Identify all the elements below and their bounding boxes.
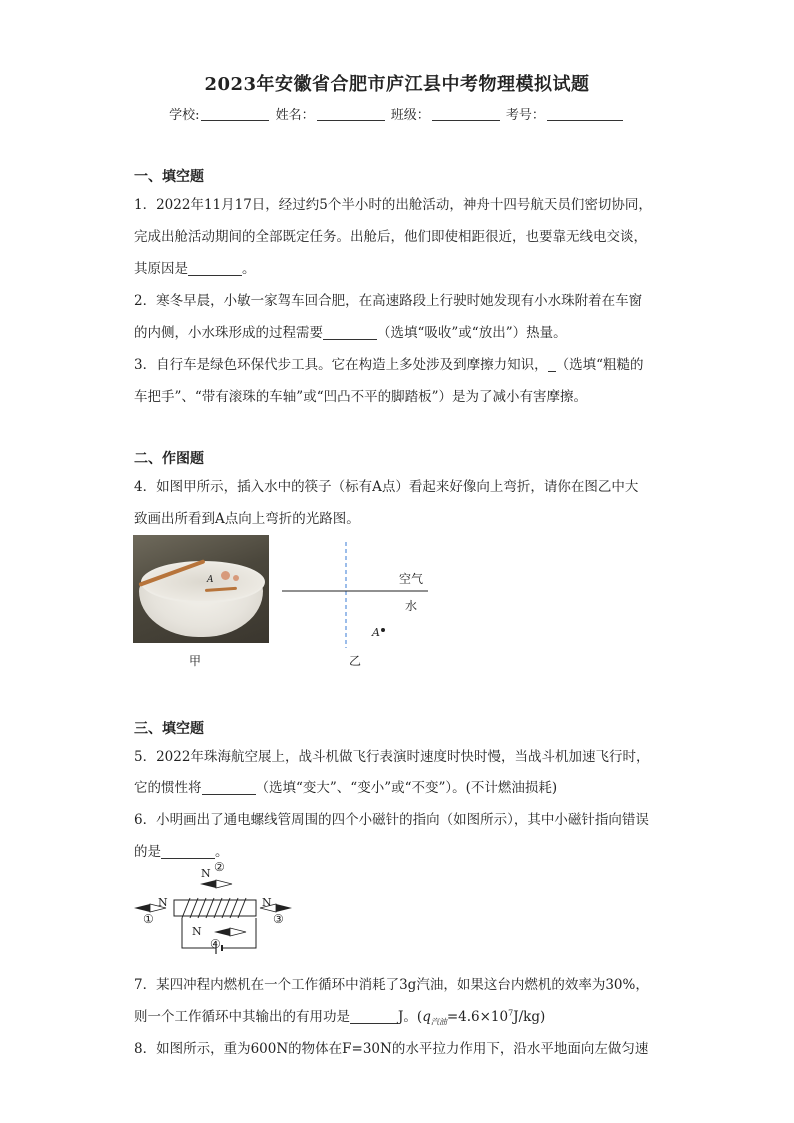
q5-line-1: 5．2022年珠海航空展上，战斗机做飞行表演时速度时快时慢，当战斗机加速飞行时， [134,749,650,765]
needle-4-south [230,928,246,936]
needle-1-north [134,904,150,912]
point-a-dot [381,628,385,632]
needle-2-north [200,880,216,888]
needle-1-n-label: N [158,896,168,909]
section-heading-2: 二、作图题 [134,451,204,467]
q5-line-2: 它的惯性将 （选填“变大”、“变小”或“不变”）。(不计燃油损耗) [134,780,558,796]
q6-line-2: 的是 。 [134,844,229,860]
needle-2-number: ② [214,860,225,874]
section-heading-1: 一、填空题 [134,169,204,185]
q3-line-2: 车把手”、“带有滚珠的车轴”或“凹凸不平的脚踏板”）是为了减小有害摩擦。 [134,389,588,405]
needle-2-n-label: N [201,867,211,880]
q1-line-1: 1．2022年11月17日，经过约5个半小时的出舱活动，神舟十四号航天员们密切协同， [134,197,652,213]
section-heading-3: 三、填空题 [134,721,204,737]
bowl-flower-decoration [221,571,230,580]
photo-point-a-label: A [207,575,214,585]
q4-line-2: 致画出所看到A点向上弯折的光路图。 [134,511,360,527]
id-blank[interactable] [547,106,623,121]
needle-3-n-label: N [262,896,272,909]
school-blank[interactable] [201,106,269,121]
q1-line-2: 完成出舱活动期间的全部既定任务。出舱后，他们即使相距很近，也要靠无线电交谈， [134,229,647,245]
water-label: 水 [405,599,418,613]
needle-4-north [214,928,230,936]
q6-line-1: 6．小明画出了通电螺线管周围的四个小磁针的指向（如图所示），其中小磁针指向错误 [134,812,649,828]
school-label: 学校: [169,108,200,123]
figure-yi-label: 乙 [349,654,362,668]
class-blank[interactable] [432,106,500,121]
bowl-chopstick-photo [133,535,269,643]
needle-4-n-label: N [192,925,202,938]
needle-3-number: ③ [273,912,284,926]
q7-line-1: 7．某四冲程内燃机在一个工作循环中消耗了3g汽油，如果这台内燃机的效率为30%， [134,977,649,993]
bowl-rim [141,561,265,603]
q3-line-1: 3．自行车是绿色环保代步工具。它在构造上多处涉及到摩擦力知识， （选填“粗糙的 [134,357,644,373]
q7-line-2: 则一个工作循环中其输出的有用功是 J。$(q_{汽油}=4.6\times 10^7J/kg)$ [134,1008,546,1027]
name-label: 姓名： [275,108,315,123]
diagram-point-a-label: A [372,626,380,639]
q2-answer-blank[interactable] [323,325,377,340]
refraction-diagram [280,540,440,650]
page-title: 2023年安徽省合肥市庐江县中考物理模拟试题 [204,74,590,95]
needle-4-number: ④ [210,937,221,951]
needle-1-number: ① [143,912,154,926]
q3-answer-blank[interactable] [548,357,556,372]
id-label: 考号： [505,108,545,123]
q6-answer-blank[interactable] [161,844,215,859]
q8-line-1: 8．如图所示，重为600N的物体在F=30N的水平拉力作用下，沿水平地面向左做匀速 [134,1041,649,1057]
air-label: 空气 [399,572,424,586]
name-blank[interactable] [317,106,385,121]
needle-3-north [276,904,292,912]
q1-line-3: 其原因是 。 [134,261,256,277]
q5-answer-blank[interactable] [202,780,256,795]
q4-line-1: 4．如图甲所示，插入水中的筷子（标有A点）看起来好像向上弯折，请你在图乙中大 [134,479,639,495]
q2-line-2: 的内侧，小水珠形成的过程需要 （选填“吸收”或“放出”）热量。 [134,325,567,341]
figure-jia-label: 甲 [189,654,202,668]
q7-answer-blank[interactable] [350,1009,398,1024]
q1-answer-blank[interactable] [188,261,242,276]
student-info-line [0,104,794,123]
class-label: 班级： [390,108,430,123]
needle-2-south [216,880,232,888]
q2-line-1: 2．寒冬早晨，小敏一家驾车回合肥，在高速路段上行驶时她发现有小水珠附着在车窗 [134,293,643,309]
bowl-flower-decoration [233,575,239,581]
